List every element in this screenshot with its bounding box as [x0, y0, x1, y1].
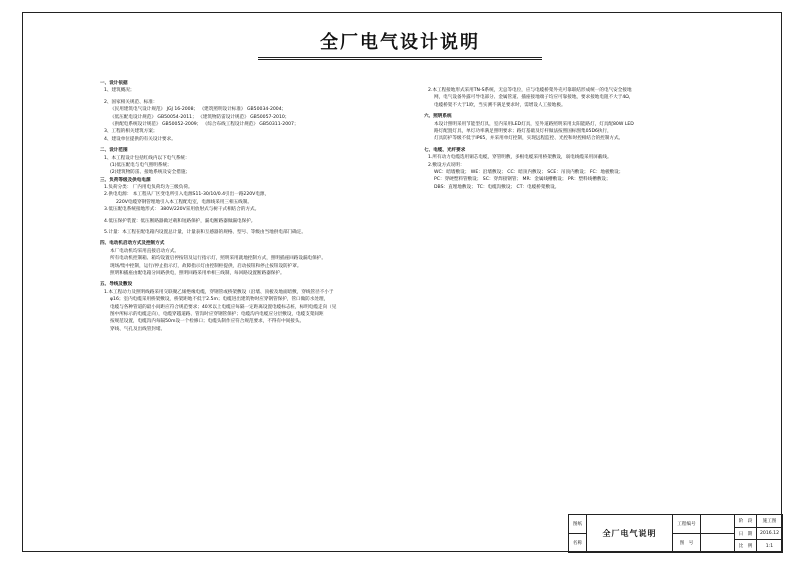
note-line: 2、国家相关规范、标准：	[104, 99, 158, 105]
note-line: 现场/集中控制，运行/停止指示灯，故障指示灯由控制柜提供，启动按钮和停止按钮设防护罩。	[110, 263, 302, 269]
tb-date-value: 2016.12	[757, 528, 783, 540]
section-heading: 一、设计依据	[100, 81, 128, 86]
note-line: 本设计照明采用节能型灯具，室内采用LED灯具，室外道路照明采用太阳能路灯，灯具配80W LED	[434, 121, 634, 127]
tb-label-project-no: 工程编号	[673, 515, 701, 534]
tb-label-drawing: 图纸	[569, 515, 587, 534]
tb-drawing-no-value	[701, 534, 735, 553]
note-line: 4、建设单位提供的有关设计要求。	[104, 136, 176, 142]
note-line: φ16；室内电缆采用桥架敷设，桥架距地不低于2.5m；电缆进出建筑物时应穿钢管保护，管口做防水处理，	[110, 297, 329, 303]
note-line: 2.本工程接地形式采用TN-S系统，无总等电位，应与电缆桥架外壳可靠联结形成统一的电气安全接地	[428, 88, 632, 93]
tb-label-drawing-no: 图 号	[673, 534, 701, 553]
note-line: 本厂电动机均采用直接启动方式。	[110, 248, 179, 254]
page-title: 全厂电气设计说明	[320, 32, 480, 53]
note-line: 网，电气设备外露可导电部分、金属管道、插座接地端子均应可靠接地，要求接地电阻不大于4Ω，	[434, 95, 634, 101]
note-line: 《供配电系统设计规范》 GB50052-2009； 《综合布线工程设计规范》 GB50311-2007；	[110, 121, 299, 127]
tb-project-no-value	[701, 515, 735, 534]
section-heading: 七、电缆、光纤要求	[424, 147, 466, 153]
title-underline	[258, 57, 542, 58]
notes-left-column	[100, 80, 410, 333]
section-heading: 五、导线及敷设	[100, 282, 133, 288]
section-heading: 三、负荷等级及供电电源	[100, 177, 151, 183]
note-line: 按规范设置，电缆沟内每隔50m设一个检修口；电缆头制作应符合规范要求，不得有中间接头。	[110, 319, 305, 325]
note-line: 1.本工程动力及照明线路采用交联聚乙烯绝缘电缆，穿钢管或桥架敷设（沿墙、顶板及地面暗敷，穿线管径不小于	[104, 289, 334, 295]
title-block	[568, 514, 783, 553]
note-line: 3、工程的相关建筑方案；	[104, 129, 158, 135]
note-line: 所有电动机控制箱、箱均设置启停按钮及运行指示灯，照明采用就地控制方式，照明插座回路设漏电保护。	[110, 256, 326, 262]
note-line: 2.供电电源： 本工程从厂区变电所引入电源S11-30/10/0.4引出一路220V电源，	[104, 192, 270, 198]
note-line: 3.低压配电系统接地形式： 380V/220V采用放射式与树干式相结合的方式。	[104, 207, 260, 213]
note-line: 5.计量：本工程在配电箱内设置总计量，计量表和互感器的规格、型号、等级由当地供电部门确定。	[104, 230, 306, 236]
tb-label-stage: 阶 段	[735, 515, 757, 528]
notes-right-column	[424, 87, 754, 191]
note-line: 1、本工程设计包括红线内以下电气系统：	[104, 155, 190, 161]
note-line: PC：穿硬塑料管敷设； SC：穿焊接钢管； MR：金属线槽敷设； PR：塑料线槽敷设；	[434, 177, 611, 183]
note-line: 1、建筑概况；	[104, 88, 135, 94]
tb-drawing-name: 全厂电气说明	[587, 515, 673, 553]
note-line: 电缆与各种管道的最小间距应符合规范要求；40米以上电缆应每隔一定距离设置电缆标志桩，标明电缆走向（见	[110, 304, 337, 310]
section-heading: 二、设计范围	[100, 148, 128, 154]
section-heading: 四、电动机启动方式及控制方式	[100, 241, 165, 247]
note-line: 4.低压保护装置：低压断路器做过载和短路保护，漏电断路器做漏电保护。	[104, 218, 256, 224]
note-line: 《低压配电设计规范》 GB50054-2011； 《建筑物防雷设计规范》 GB50057-2010；	[110, 114, 290, 120]
note-line: (2)建筑物防雷、接地系统及安全措施；	[110, 170, 191, 176]
note-line: 《民用建筑电气设计规范》 JGJ 16-2008； 《建筑照明设计标准》 GB50034-2004；	[110, 107, 287, 113]
tb-scale-value: 1:1	[757, 540, 783, 553]
note-line: (1)低压配电与电气照明系统；	[110, 162, 172, 168]
note-line: 穿线、气孔及出线管封堵。	[110, 326, 166, 332]
note-line: 1.负荷分类： 厂内用电负荷均为三级负荷。	[104, 185, 193, 191]
note-line: 灯具防护等级不低于IP65，并采用单灯控制，实现远程监控、光控和时控相结合的控制方式。	[434, 136, 624, 142]
note-line: 220V电缆穿钢管埋地引入本工程配电室，电源线采用三相五线制。	[116, 199, 252, 205]
note-line: WC：暗墙敷设； WE：沿墙敷设； CC：暗顶内敷设； SCE：吊顶内敷设； FC：地板敷设；	[434, 169, 624, 175]
tb-label-scale: 比 例	[735, 540, 757, 553]
tb-label-date: 日 期	[735, 528, 757, 540]
note-line: 电缆桥架不大于1欧，当实测不满足要求时，需增设人工接地极。	[434, 102, 566, 108]
note-line: DBS：直埋地敷设； TC：电缆沟敷设； CT：电缆桥架敷设。	[434, 184, 560, 190]
note-line: 2.敷设方式说明：	[428, 162, 465, 168]
tb-stage-value: 施工图	[757, 515, 783, 528]
title-underline-2	[258, 59, 542, 60]
tb-label-name: 名称	[569, 534, 587, 553]
note-line: 路灯配置灯具，单灯功率满足照明要求；路灯基础及灯杆做法按照国标图集05D6执行，	[434, 128, 612, 134]
note-line: 图中所标示的电缆走向），电缆穿越道路、管沟时应穿钢管保护；电缆沟内电缆应分层敷设，电缆支架间距	[110, 311, 324, 317]
note-line: 照明和插座由配电箱分回路供电，照明回路采用单相三线制，每回路设置断路器保护。	[110, 270, 285, 276]
section-heading: 六、照明系统	[424, 114, 452, 120]
note-line: 1.所有动力电缆选用铜芯电缆，穿管明敷，多根电缆采用桥架敷设，弱电线缆采用屏蔽线。	[428, 155, 612, 161]
